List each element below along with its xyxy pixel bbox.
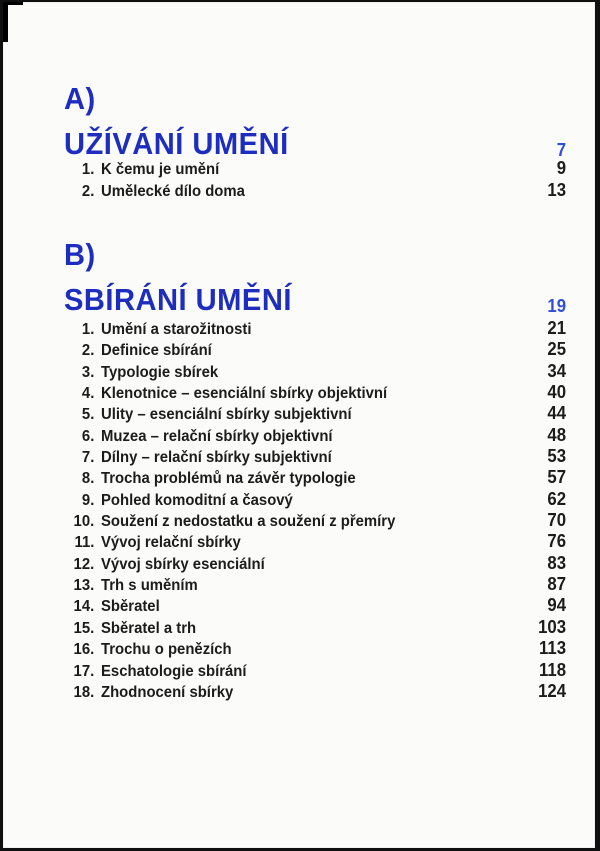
section-a-letter bbox=[64, 83, 98, 114]
item-number: 14. bbox=[73, 598, 94, 616]
item-title: Sběratel a trh bbox=[101, 619, 197, 637]
item-title: Umělecké dílo doma bbox=[101, 183, 245, 200]
item-page-number: 94 bbox=[547, 595, 566, 616]
toc-row bbox=[64, 319, 566, 340]
item-page-number: 9 bbox=[556, 158, 566, 178]
item-title: Trocha problémů na závěr typologie bbox=[101, 470, 356, 488]
item-title: Trh s uměním bbox=[101, 577, 198, 595]
section-b-letter bbox=[64, 239, 98, 270]
item-number: 15. bbox=[73, 619, 94, 637]
item-title: Dílny – relační sbírky subjektivní bbox=[101, 449, 332, 467]
item-number: 2. bbox=[81, 342, 94, 360]
item-title: Umění a starožitnosti bbox=[101, 321, 252, 338]
item-title: Eschatologie sbírání bbox=[101, 662, 247, 680]
toc-row bbox=[64, 404, 566, 425]
item-number: 10. bbox=[73, 513, 94, 531]
section-a-page-number: 7 bbox=[556, 140, 566, 160]
item-number: 18. bbox=[73, 683, 94, 701]
toc-row bbox=[64, 575, 566, 596]
item-number: 7. bbox=[81, 449, 94, 467]
toc-row bbox=[64, 159, 566, 181]
item-number: 3. bbox=[81, 363, 94, 381]
item-title: Typologie sbírek bbox=[101, 363, 219, 381]
item-number: 9. bbox=[81, 491, 94, 509]
item-title: Definice sbírání bbox=[101, 342, 212, 360]
item-number: 2. bbox=[81, 183, 94, 200]
item-page-number: 48 bbox=[547, 424, 566, 445]
toc-row bbox=[64, 596, 566, 617]
item-page-number: 13 bbox=[547, 180, 566, 200]
item-page-number: 40 bbox=[547, 382, 566, 403]
item-number: 16. bbox=[73, 641, 94, 659]
item-page-number: 70 bbox=[547, 510, 566, 531]
item-number: 6. bbox=[81, 427, 94, 445]
item-number: 8. bbox=[81, 470, 94, 488]
item-title: Ulity – esenciální sbírky subjektivní bbox=[101, 406, 352, 424]
item-page-number: 103 bbox=[538, 616, 566, 637]
item-number: 11. bbox=[74, 534, 94, 552]
toc-row bbox=[64, 554, 566, 575]
item-page-number: 34 bbox=[547, 360, 566, 381]
section-a-title-row bbox=[64, 128, 566, 159]
item-page-number: 124 bbox=[538, 680, 566, 701]
item-title: Vývoj relační sbírky bbox=[101, 534, 241, 552]
toc-row bbox=[64, 426, 566, 447]
section-b-title: SBÍRÁNÍ UMĚNÍ bbox=[64, 282, 292, 317]
item-number: 1. bbox=[81, 161, 94, 178]
item-number: 4. bbox=[81, 385, 94, 403]
toc-row bbox=[64, 181, 566, 203]
item-title: Zhodnocení sbírky bbox=[101, 683, 234, 701]
section-letter-text: B) bbox=[64, 237, 96, 272]
item-number: 12. bbox=[73, 555, 94, 573]
item-title: Soužení z nedostatku a soužení z přemíry bbox=[101, 513, 396, 531]
item-title: Klenotnice – esenciální sbírky objektivní bbox=[101, 385, 388, 403]
item-page-number: 113 bbox=[538, 638, 566, 659]
toc-row bbox=[64, 490, 566, 511]
item-title: Muzea – relační sbírky objektivní bbox=[101, 427, 333, 445]
book-page bbox=[3, 2, 595, 848]
item-page-number: 118 bbox=[538, 659, 566, 680]
item-title: K čemu je umění bbox=[101, 161, 220, 178]
item-page-number: 44 bbox=[547, 403, 566, 424]
section-a-title: UŽÍVÁNÍ UMĚNÍ bbox=[64, 126, 289, 161]
item-page-number: 83 bbox=[547, 552, 566, 573]
item-title: Pohled komoditní a časový bbox=[101, 491, 293, 509]
section-b-page-number: 19 bbox=[547, 296, 566, 316]
item-page-number: 25 bbox=[547, 339, 566, 360]
item-page-number: 76 bbox=[547, 531, 566, 552]
toc-row bbox=[64, 383, 566, 404]
item-page-number: 21 bbox=[547, 318, 566, 338]
table-of-contents bbox=[3, 2, 595, 848]
toc-row bbox=[64, 682, 566, 703]
toc-row bbox=[64, 661, 566, 682]
item-page-number: 62 bbox=[547, 488, 566, 509]
section-letter-text: A) bbox=[64, 81, 96, 116]
toc-row bbox=[64, 447, 566, 468]
item-title: Vývoj sbírky esenciální bbox=[101, 555, 265, 573]
item-number: 1. bbox=[81, 321, 94, 338]
section-b-title-row bbox=[64, 284, 566, 315]
section-b-items bbox=[64, 319, 566, 703]
item-number: 13. bbox=[73, 577, 94, 595]
toc-row bbox=[64, 362, 566, 383]
item-page-number: 87 bbox=[547, 574, 566, 595]
item-title: Trochu o penězích bbox=[101, 641, 232, 659]
toc-row bbox=[64, 340, 566, 361]
item-number: 17. bbox=[73, 662, 94, 680]
item-page-number: 57 bbox=[547, 467, 566, 488]
toc-row bbox=[64, 468, 566, 489]
toc-row bbox=[64, 618, 566, 639]
toc-row bbox=[64, 511, 566, 532]
toc-row bbox=[64, 532, 566, 553]
toc-row bbox=[64, 639, 566, 660]
item-page-number: 53 bbox=[547, 446, 566, 467]
item-number: 5. bbox=[81, 406, 94, 424]
item-title: Sběratel bbox=[101, 598, 160, 616]
section-a-items bbox=[64, 159, 566, 203]
